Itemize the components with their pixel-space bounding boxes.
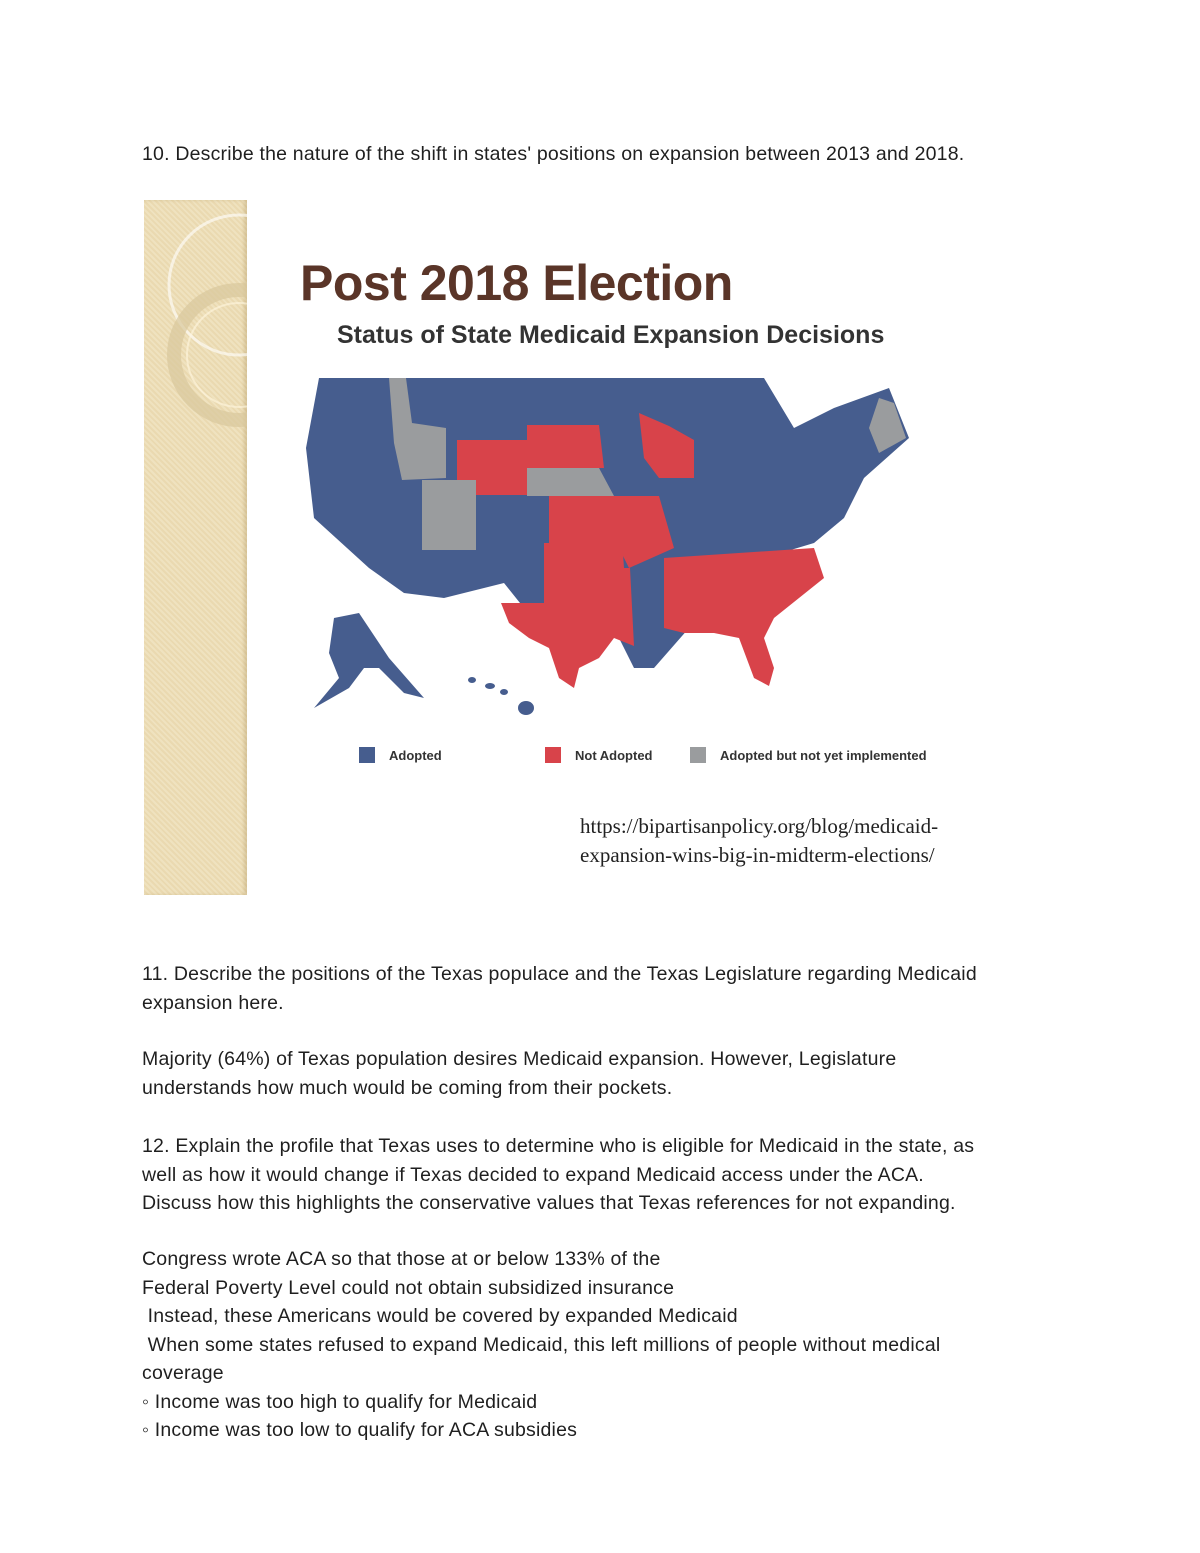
question-line: well as how it would change if Texas decided to expand Medicaid access under the ACA. — [142, 1163, 924, 1186]
question-line: expansion here. — [142, 991, 284, 1014]
map-hawaii — [468, 677, 534, 715]
question-line: 12. Explain the profile that Texas uses to determine who is eligible for Medicaid in the state, as — [142, 1135, 975, 1157]
answer-line: When some states refused to expand Medicaid, this left millions of people without medical — [142, 1333, 941, 1356]
legend-swatch-pending — [690, 747, 706, 763]
legend-pending — [690, 746, 927, 764]
map-pending-ne — [527, 468, 614, 496]
question-line: 11. Describe the positions of the Texas populace and the Texas Legislature regarding Medicaid — [142, 963, 977, 985]
medicaid-expansion-slide — [144, 200, 1024, 895]
question-line: Discuss how this highlights the conservative values that Texas references for not expanding. — [142, 1192, 956, 1214]
source-line: https://bipartisanpolicy.org/blog/medicaid- — [580, 814, 939, 838]
source-citation — [580, 812, 938, 870]
answer-line: coverage — [142, 1362, 224, 1384]
answer-line: understands how much would be coming from their pockets. — [142, 1076, 673, 1099]
question-10: 10. Describe the nature of the shift in states' positions on expansion between 2013 and 2018. — [142, 143, 965, 165]
source-line: expansion-wins-big-in-midterm-elections/ — [580, 843, 935, 867]
legend-label-not-adopted: Not Adopted — [575, 747, 653, 763]
answer-line: Federal Poverty Level could not obtain subsidized insurance — [142, 1276, 675, 1299]
legend-swatch-adopted — [359, 747, 375, 763]
map-not-adopted-se — [664, 548, 824, 686]
slide-decorative-sidebar — [144, 200, 247, 895]
answer-line: Majority (64%) of Texas population desires Medicaid expansion. However, Legislature — [142, 1048, 897, 1070]
answer-12 — [142, 1188, 1072, 1473]
answer-line: Instead, these Americans would be covered by expanded Medicaid — [142, 1305, 738, 1327]
slide-subtitle: Status of State Medicaid Expansion Decisions — [337, 321, 885, 349]
answer-line: Congress wrote ACA so that those at or below 133% of the — [142, 1248, 661, 1270]
legend-label-pending: Adopted but not yet implemented — [720, 747, 927, 763]
map-not-adopted-sd — [527, 425, 604, 468]
legend-not-adopted — [545, 746, 653, 764]
legend-adopted — [359, 746, 442, 764]
legend-swatch-not-adopted — [545, 747, 561, 763]
us-medicaid-map — [294, 368, 914, 728]
slide-title: Post 2018 Election — [300, 255, 733, 311]
answer-bullet: ◦ Income was too high to qualify for Medicaid — [142, 1390, 538, 1413]
map-pending-ut — [422, 480, 476, 550]
legend-label-adopted: Adopted — [389, 747, 442, 763]
map-alaska — [314, 613, 424, 708]
answer-bullet: ◦ Income was too low to qualify for ACA subsidies — [142, 1419, 578, 1441]
